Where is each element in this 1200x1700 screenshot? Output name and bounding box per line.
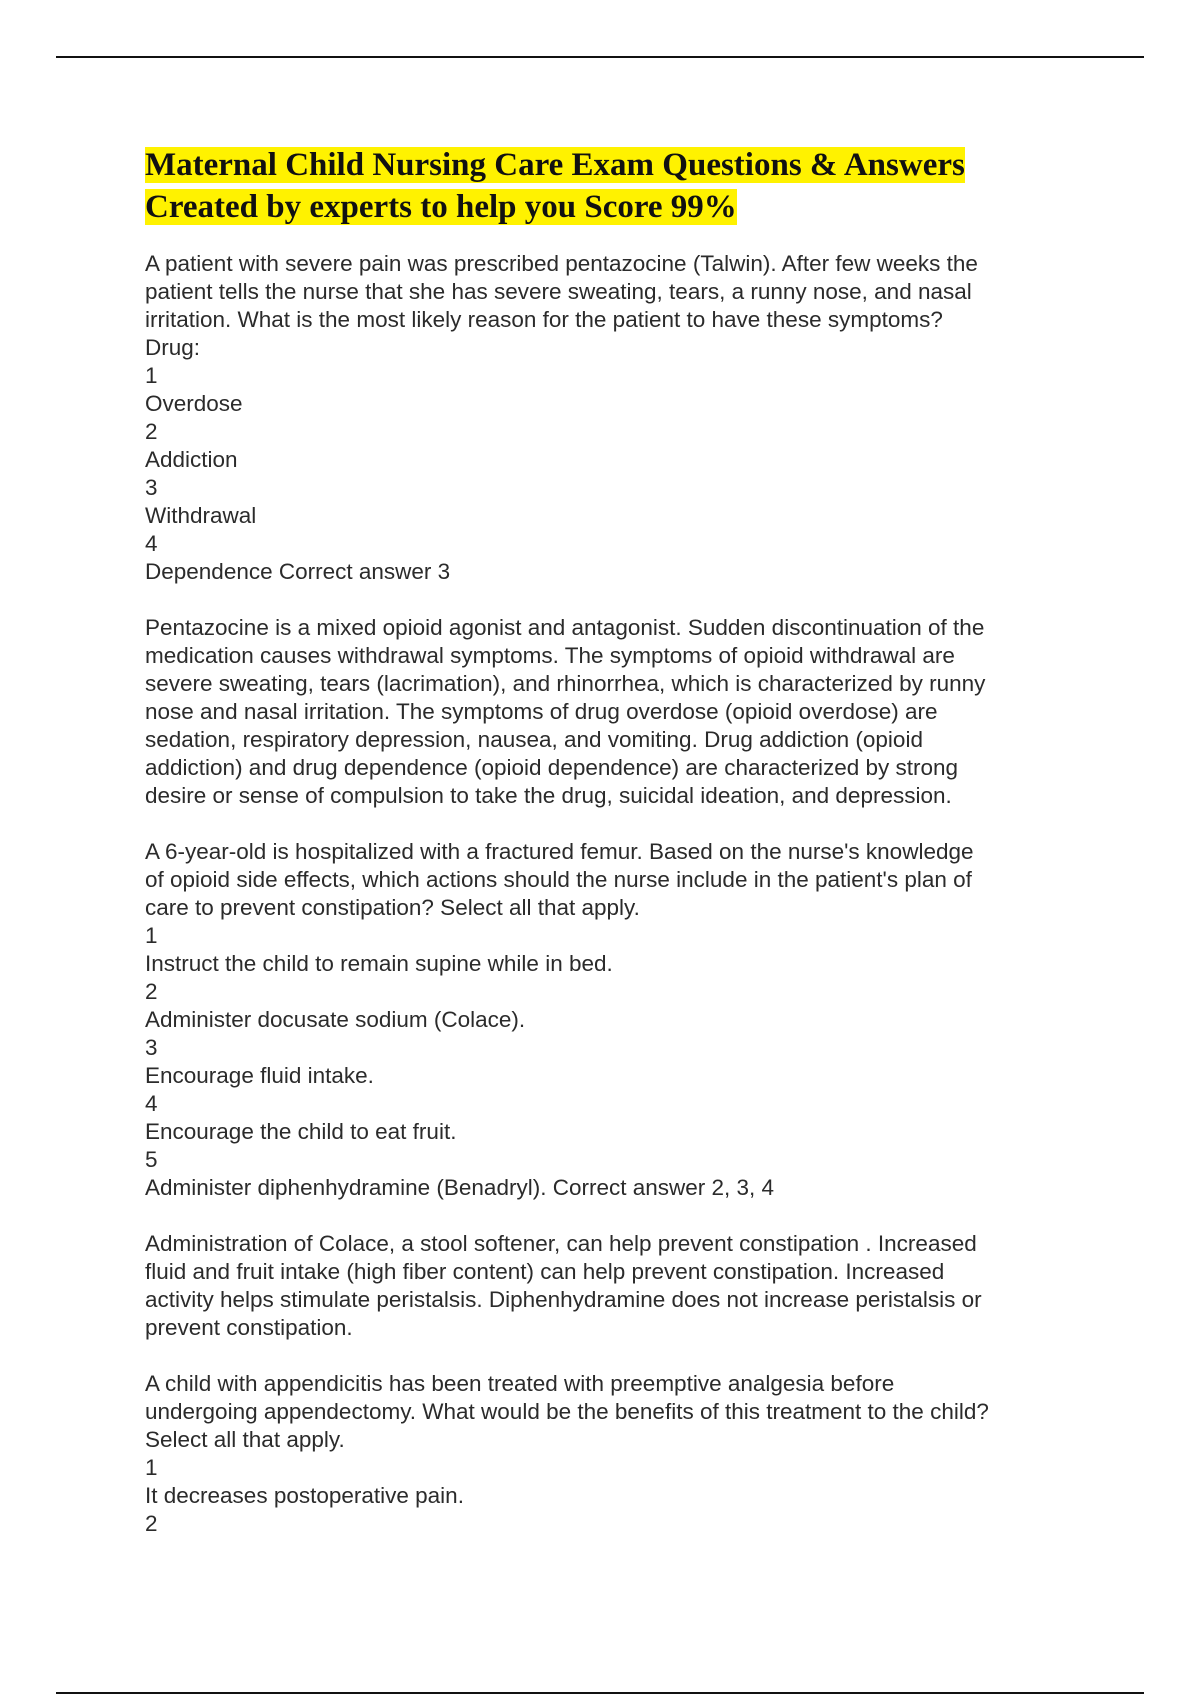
document-body [145,144,1060,1538]
rationale-line: medication causes withdrawal symptoms. The symptoms of opioid withdrawal are [145,643,955,668]
option-number: 4 [145,531,158,556]
option-number: 1 [145,363,158,388]
option-text-with-answer: Administer diphenhydramine (Benadryl). Correct answer 2, 3, 4 [145,1175,775,1200]
top-rule [56,56,1144,58]
rationale-line: prevent constipation. [145,1315,353,1340]
question-3-stem-line: A child with appendicitis has been treated with preemptive analgesia before [145,1371,895,1396]
option-number: 4 [145,1091,158,1116]
rationale-line: Pentazocine is a mixed opioid agonist and antagonist. Sudden discontinuation of the [145,615,985,640]
option-text: Addiction [145,447,238,472]
option-text: Encourage fluid intake. [145,1063,374,1088]
rationale-line: desire or sense of compulsion to take the drug, suicidal ideation, and depression. [145,783,952,808]
option-number: 2 [145,1511,158,1536]
option-text: Overdose [145,391,243,416]
question-2 [145,838,1060,1202]
option-text: It decreases postoperative pain. [145,1483,464,1508]
question-1-stem-line: patient tells the nurse that she has severe sweating, tears, a runny nose, and nasal [145,279,972,304]
question-1-stem-line: Drug: [145,335,201,360]
question-1 [145,250,1060,586]
question-2-stem-line: care to prevent constipation? Select all that apply. [145,895,640,920]
bottom-rule [56,1692,1144,1694]
question-1-stem-line: A patient with severe pain was prescribed pentazocine (Talwin). After few weeks the [145,251,978,276]
question-2-stem-line: A 6-year-old is hospitalized with a fractured femur. Based on the nurse's knowledge [145,839,974,864]
question-1-rationale [145,614,1060,810]
option-text: Instruct the child to remain supine while in bed. [145,951,613,976]
rationale-line: nose and nasal irritation. The symptoms of drug overdose (opioid overdose) are [145,699,938,724]
rationale-line: fluid and fruit intake (high fiber content) can help prevent constipation. Increased [145,1259,945,1284]
question-3-stem-line: undergoing appendectomy. What would be the benefits of this treatment to the child? [145,1399,989,1424]
rationale-line: activity helps stimulate peristalsis. Diphenhydramine does not increase peristalsis or [145,1287,982,1312]
option-text-with-answer: Dependence Correct answer 3 [145,559,451,584]
question-2-stem-line: of opioid side effects, which actions should the nurse include in the patient's plan of [145,867,972,892]
option-number: 2 [145,419,158,444]
option-number: 1 [145,923,158,948]
document-title [145,144,1060,228]
option-number: 1 [145,1455,158,1480]
option-number: 3 [145,1035,158,1060]
question-1-stem-line: irritation. What is the most likely reason for the patient to have these symptoms? [145,307,943,332]
question-3-stem-line: Select all that apply. [145,1427,345,1452]
question-2-rationale [145,1230,1060,1342]
option-number: 5 [145,1147,158,1172]
option-number: 3 [145,475,158,500]
rationale-line: addiction) and drug dependence (opioid dependence) are characterized by strong [145,755,959,780]
option-number: 2 [145,979,158,1004]
title-line-1: Maternal Child Nursing Care Exam Questions & Answers [145,147,965,183]
option-text: Encourage the child to eat fruit. [145,1119,457,1144]
question-3 [145,1370,1060,1538]
option-text: Administer docusate sodium (Colace). [145,1007,526,1032]
rationale-line: sedation, respiratory depression, nausea, and vomiting. Drug addiction (opioid [145,727,923,752]
title-line-2: Created by experts to help you Score 99% [145,189,737,225]
option-text: Withdrawal [145,503,257,528]
rationale-line: Administration of Colace, a stool softener, can help prevent constipation . Increased [145,1231,977,1256]
rationale-line: severe sweating, tears (lacrimation), and rhinorrhea, which is characterized by runny [145,671,986,696]
